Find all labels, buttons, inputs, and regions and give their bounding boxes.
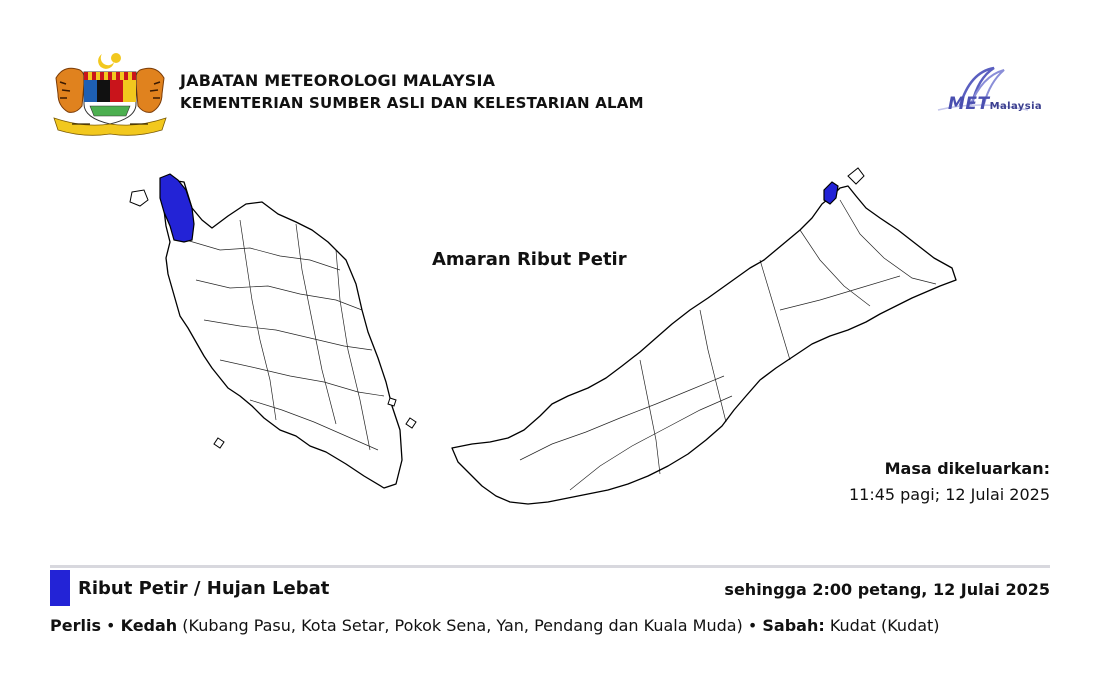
valid-until: sehingga 2:00 petang, 12 Julai 2025 <box>724 580 1050 599</box>
area-kedah-details: (Kubang Pasu, Kota Setar, Pokok Sena, Yan, Pendang dan Kuala Muda) <box>177 616 743 635</box>
langkawi-island <box>130 190 148 206</box>
national-crest-icon <box>50 48 170 138</box>
legend-swatch <box>50 570 70 606</box>
peninsular-malaysia <box>162 180 402 488</box>
area-separator: • <box>100 616 121 635</box>
map-title: Amaran Ribut Petir <box>432 249 627 270</box>
area-separator: • <box>742 616 763 635</box>
organization-name <box>180 70 644 114</box>
legend-row <box>50 570 1050 606</box>
org-line1: JABATAN METEOROLOGI MALAYSIA <box>180 71 496 90</box>
area-kedah: Kedah <box>120 616 178 635</box>
logo-main-text: MET <box>948 94 990 114</box>
area-sabah-details: Kudat (Kudat) <box>824 616 940 635</box>
org-line2: KEMENTERIAN SUMBER ASLI DAN KELESTARIAN ALAM <box>180 94 644 112</box>
met-malaysia-logo <box>930 66 1050 118</box>
divider <box>50 565 1050 568</box>
logo-small-text: Malaysia <box>989 101 1043 112</box>
area-sabah: Sabah: <box>762 616 825 635</box>
issued-value: 11:45 pagi; 12 Julai 2025 <box>848 485 1050 504</box>
issued-label: Masa dikeluarkan: <box>884 459 1050 478</box>
issued-time <box>849 456 1050 508</box>
affected-areas <box>50 614 1050 638</box>
header <box>50 48 1050 138</box>
warning-type: Ribut Petir / Hujan Lebat <box>78 578 330 599</box>
highlight-perlis-kedah <box>160 174 194 242</box>
area-perlis: Perlis <box>50 616 101 635</box>
